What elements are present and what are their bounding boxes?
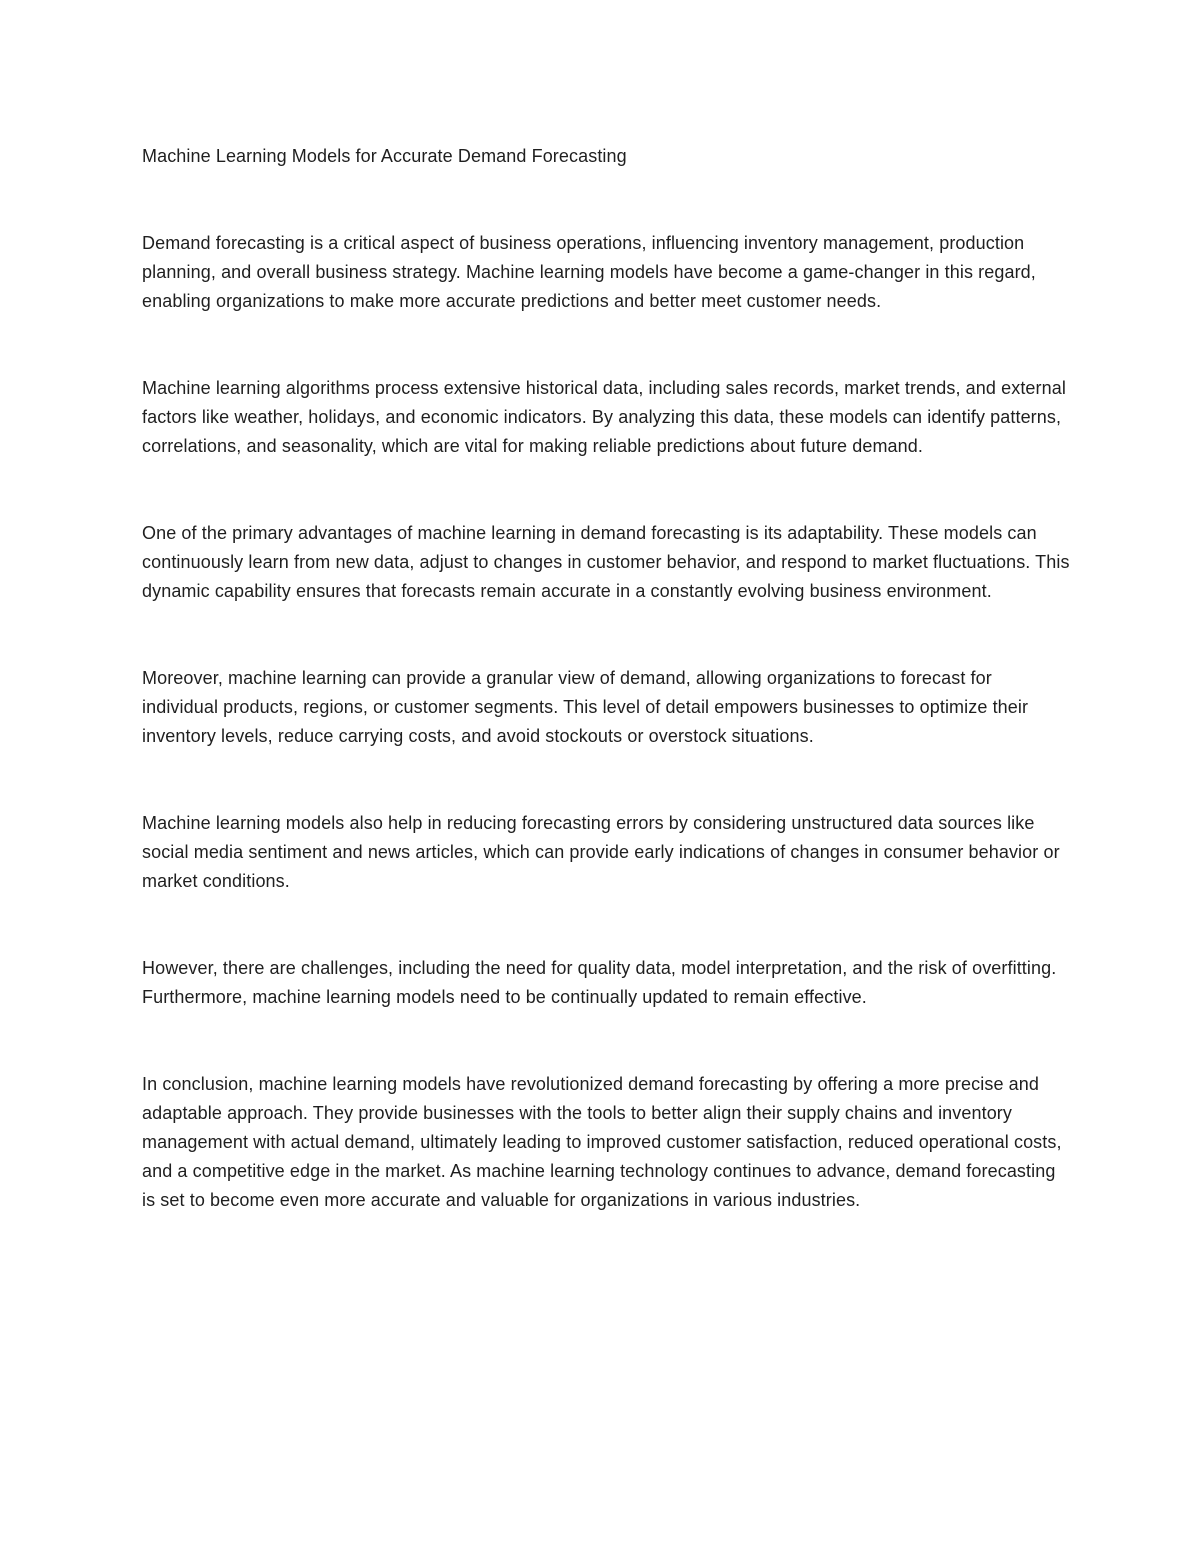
document-title: Machine Learning Models for Accurate Demand Forecasting: [142, 146, 627, 166]
paragraph-adaptability: One of the primary advantages of machine learning in demand forecasting is its adaptability. These models can continuously learn from new data, adjust to changes in customer behavior, and respond to market fluctuations. This dynamic capability ensures that forecasts remain accurate in a constantly evolving business environment.: [142, 523, 1070, 601]
paragraph-unstructured-data: Machine learning models also help in reducing forecasting errors by considering unstructured data sources like social media sentiment and news articles, which can provide early indications of changes in consumer behavior or market conditions.: [142, 813, 1060, 891]
paragraph-granular-view: Moreover, machine learning can provide a granular view of demand, allowing organizations to forecast for individual products, regions, or customer segments. This level of detail empowers businesses to optimize their inventory levels, reduce carrying costs, and avoid stockouts or overstock situations.: [142, 668, 1029, 746]
paragraph-introduction: Demand forecasting is a critical aspect of business operations, influencing inventory management, production planning, and overall business strategy. Machine learning models have become a game-changer in this regard, enabling organizations to make more accurate predictions and better meet customer needs.: [142, 233, 1036, 311]
document-body: [142, 142, 1072, 1215]
paragraph-challenges: However, there are challenges, including the need for quality data, model interpretation, and the risk of overfitting. Furthermore, machine learning models need to be continually updated to remain effective.: [142, 958, 1057, 1007]
paragraph-conclusion: In conclusion, machine learning models have revolutionized demand forecasting by offering a more precise and adaptable approach. They provide businesses with the tools to better align their supply chains and inventory management with actual demand, ultimately leading to improved customer satisfaction, reduced operational costs, and a competitive edge in the market. As machine learning technology continues to advance, demand forecasting is set to become even more accurate and valuable for organizations in various industries.: [142, 1074, 1062, 1210]
paragraph-algorithms: Machine learning algorithms process extensive historical data, including sales records, market trends, and external factors like weather, holidays, and economic indicators. By analyzing this data, these models can identify patterns, correlations, and seasonality, which are vital for making reliable predictions about future demand.: [142, 378, 1066, 456]
